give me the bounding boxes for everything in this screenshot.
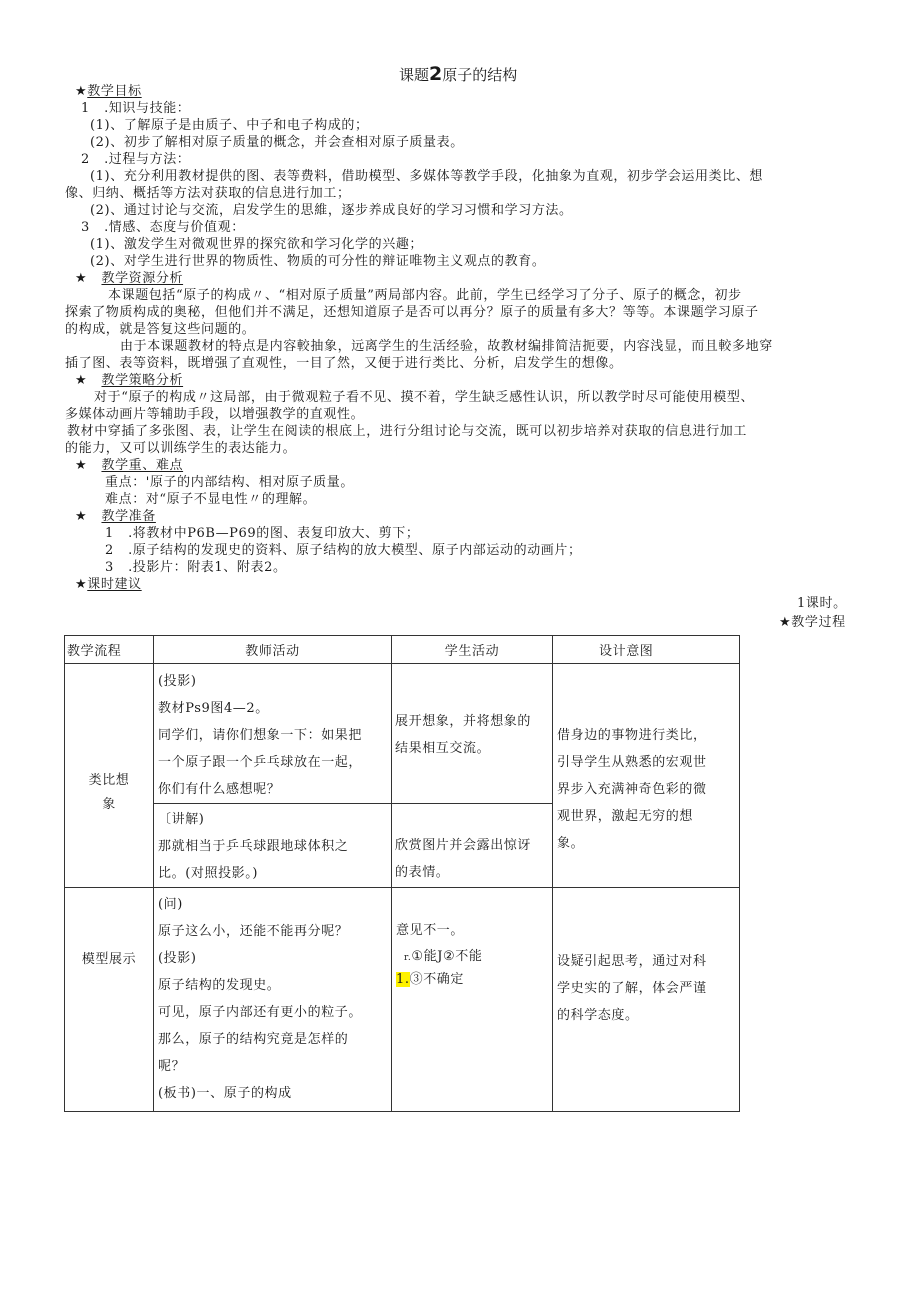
strategy-p1a: 对于“原子的构成〃这局部，由于微观粒子看不见、摸不着，学生缺乏感性认识，所以教学时尽可能使用模型、 [94,390,755,405]
star-icon: ★ [75,577,88,592]
design-intent-1: 借身边的事物进行类比， 引导学生从熟悉的宏观世 界步入充满神奇色彩的微 观世界，激起无穷的想 象。 [553,664,740,888]
preparation-3: 3 .投影片：附表1、附表2。 [105,560,287,575]
flow-model: 模型展示 [65,888,154,1112]
objective-3: 3 .情感、态度与价值观： [81,220,245,235]
student-activity-2: 欣赏图片并会露出惊讶 的表情。 [392,804,553,888]
header-flow: 教学流程 [65,636,154,664]
teacher-activity-1: (投影) 教材Ps9图4—2。 同学们，请你们想象一下：如果把 一个原子跟一个乒乓球放在一起， 你们有什么感想呢？ [154,664,392,804]
class-hours: 1课时。 [797,596,847,611]
header-design: 设计意图 [553,636,740,664]
objective-2-sub1b: 像、归纳、概括等方法对获取的信息进行加工； [65,186,351,201]
section-process-heading: ★教学过程 [779,615,846,630]
table-header-row [65,636,740,664]
objective-1-sub1: (1)、了解原子是由质子、中子和电子构成的； [90,118,369,133]
star-icon: ★ [75,271,88,286]
header-teacher: 教师活动 [154,636,392,664]
strategy-p2b: 的能力，又可以训练学生的表达能力。 [65,441,297,456]
strategy-p1b: 多媒体动画片等辅助手段，以增强教学的直观性。 [65,407,365,422]
teacher-activity-3: (问) 原子这么小，还能不能再分呢？ (投影) 原子结构的发现史。 可见，原子内部还有更小的粒子。 那么，原子的结构究竟是怎样的 呢？ (板书)一、原子的构成 [154,888,392,1112]
key-point: 重点：'原子的内部结构、相对原子质量。 [105,475,354,490]
star-icon: ★ [779,615,792,630]
section-keypoints-heading: ★ 教学重、难点 [75,458,184,473]
preparation-1: 1 .将教材中P6B—P69的图、表复印放大、剪下； [105,526,420,541]
objective-2-sub2: (2)、通过讨论与交流，启发学生的思維，逐步养成良好的学习习惯和学习方法。 [90,203,573,218]
design-intent-2: 设疑引起思考，通过对科 学史实的了解，体会严谨 的科学态度。 [553,888,740,1112]
resources-p1a: 本课题包括“原子的构成〃、“相对原子质量”两局部内容。此前，学生已经学习了分子、原子的概念，初步 [108,288,742,303]
section-preparation-heading: ★ 教学准备 [75,509,156,524]
student-option-b: 1.③不确定 [396,972,465,987]
strategy-p2a: 教材中穿插了多张图、表，让学生在阅读的根底上，进行分组讨论与交流，既可以初步培养对获取的信息进行加工 [67,424,748,439]
objective-2-sub1a: (1)、充分利用教材提供的图、表等费料，借助模型、多媒体等教学手段，化抽象为直观，初步学会运用类比、想 [90,169,764,184]
star-icon: ★ [75,458,88,473]
student-activity-3 [392,888,553,1112]
star-icon: ★ [75,373,88,388]
objective-3-sub2: (2)、对学生进行世界的物质性、物质的可分性的辩证唯物主义观点的教育。 [90,254,546,269]
section-strategy-heading: ★ 教学策略分析 [75,373,184,388]
resources-p1c: 的构成，就是答复这些问题的。 [65,322,256,337]
objective-2: 2 .过程与方法： [81,152,191,167]
header-student: 学生活动 [392,636,553,664]
section-hours-heading: ★课时建议 [75,577,142,592]
difficult-point: 难点：对“原子不显电性〃的理解。 [105,492,317,507]
page-title: 课题2原子的结构 [399,63,518,85]
student-option-a: r.①能J②不能 [404,949,483,964]
section-objectives-heading: ★教学目标 [75,84,142,99]
table-row [65,664,740,804]
teaching-process-table [64,635,740,1112]
student-activity-1: 展开想象，并将想象的 结果相互交流。 [392,664,553,804]
objective-1: 1 .知识与技能： [81,101,191,116]
objective-1-sub2: (2)、初步了解相对原子质量的概念，并会查相对原子质量表。 [90,135,464,150]
student-opinion: 意见不一。 [396,923,465,938]
teacher-activity-2: 〔讲解) 那就相当于乒乓球跟地球体积之 比。(对照投影。) [154,804,392,888]
resources-p2a: 由于本课题教材的特点是内容較抽象，远离学生的生活经验，故教材编排简洁扼要，内容浅显，而且較多地穿 [120,339,773,354]
preparation-2: 2 .原子结构的发现史的资料、原子结构的放大模型、原子内部运动的动画片； [105,543,582,558]
star-icon: ★ [75,509,88,524]
resources-p1b: 探索了物质构成的奥秘，但他们并不满足，还想知道原子是否可以再分？原子的质量有多大？等等。本课题学习原子 [65,305,759,320]
objective-3-sub1: (1)、激发学生对微观世界的探究欲和学习化学的兴趣； [90,237,424,252]
section-resources-heading: ★ 教学资源分析 [75,271,184,286]
resources-p2b: 插了图、表等资料，既增强了直观性，一目了然，又便于进行类比、分析，启发学生的想像。 [65,356,623,371]
table-row [65,888,740,1112]
flow-analogy: 类比想 象 [65,664,154,888]
star-icon: ★ [75,84,88,99]
